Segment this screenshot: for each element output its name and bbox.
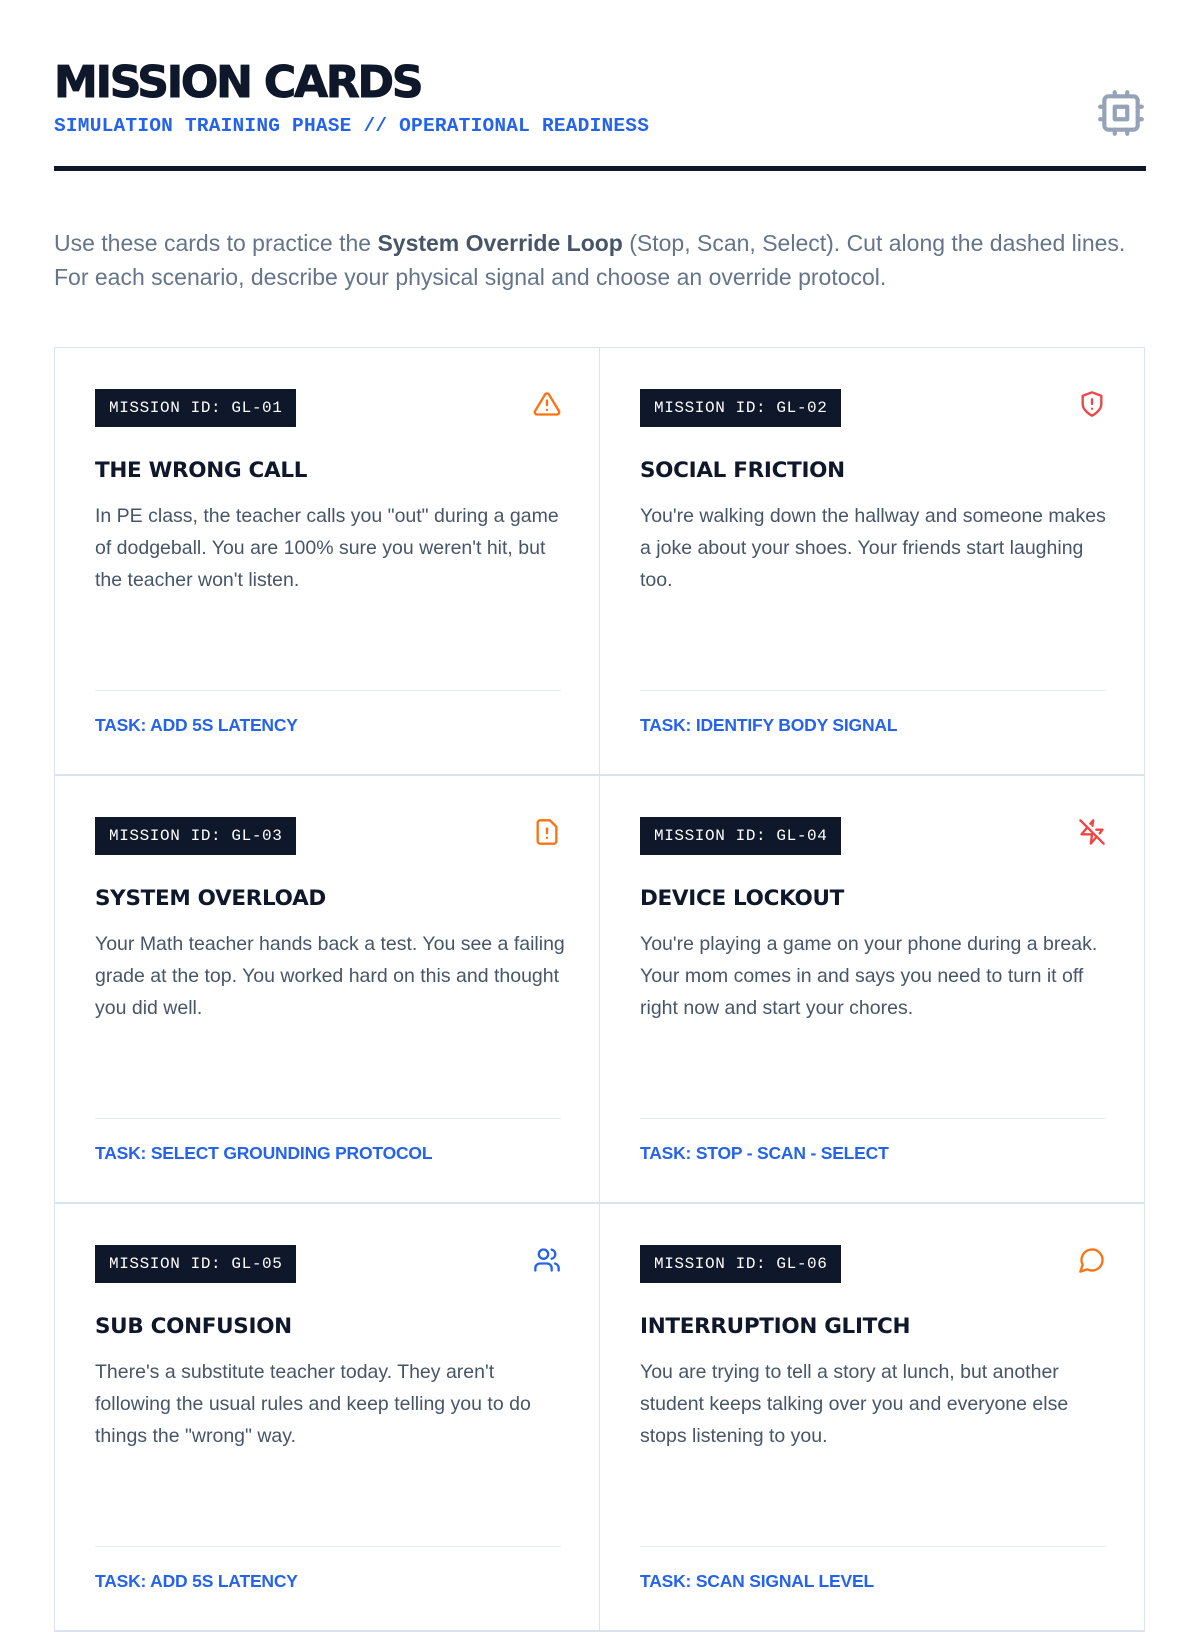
card-divider — [640, 690, 1106, 691]
mission-scenario: There's a substitute teacher today. They aren't following the usual rules and keep telling you to do things the "wrong" way. — [95, 1361, 531, 1447]
mission-scenario: You're walking down the hallway and someone makes a joke about your shoes. Your friends start laughing too. — [640, 505, 1106, 591]
mission-task: TASK: ADD 5S LATENCY — [95, 1571, 298, 1591]
mission-scenario: In PE class, the teacher calls you "out" during a game of dodgeball. You are 100% sure you weren't hit, but the teacher won't listen. — [95, 505, 559, 591]
card-divider — [95, 1546, 561, 1547]
card-divider — [640, 1118, 1106, 1119]
mission-title: SOCIAL FRICTION — [640, 458, 845, 483]
mission-scenario: You are trying to tell a story at lunch, but another student keeps talking over you and everyone else stops listening to you. — [640, 1361, 1069, 1447]
mission-title: INTERRUPTION GLITCH — [640, 1314, 911, 1339]
mission-task: TASK: STOP - SCAN - SELECT — [640, 1143, 889, 1163]
mission-scenario: You're playing a game on your phone during a break. Your mom comes in and says you need to turn it off right now and start your chores. — [640, 933, 1098, 1019]
mission-scenario: Your Math teacher hands back a test. You see a failing grade at the top. You worked hard on this and thought you did well. — [95, 933, 565, 1019]
mission-id-badge: MISSION ID: GL-01 — [95, 389, 296, 427]
message-circle-icon — [1078, 1246, 1106, 1274]
mission-card — [600, 1204, 1145, 1632]
intro-after: (Stop, Scan, Select). Cut along the dashed lines. For each scenario, describe your physical signal and choose an override protocol. — [54, 230, 1126, 290]
mission-id-badge: MISSION ID: GL-03 — [95, 817, 296, 855]
card-divider — [95, 690, 561, 691]
mission-card — [600, 348, 1145, 776]
header — [54, 0, 1146, 176]
mission-id-badge: MISSION ID: GL-04 — [640, 817, 841, 855]
mission-id-badge: MISSION ID: GL-05 — [95, 1245, 296, 1283]
page-subtitle: SIMULATION TRAINING PHASE // OPERATIONAL READINESS — [54, 115, 650, 137]
card-divider — [95, 1118, 561, 1119]
mission-title: DEVICE LOCKOUT — [640, 886, 845, 911]
mission-title: THE WRONG CALL — [95, 458, 308, 483]
mission-card — [55, 1204, 600, 1632]
intro-bold: System Override Loop — [377, 230, 623, 256]
mission-title: SYSTEM OVERLOAD — [95, 886, 326, 911]
mission-task: TASK: SCAN SIGNAL LEVEL — [640, 1571, 874, 1591]
mission-task: TASK: SELECT GROUNDING PROTOCOL — [95, 1143, 433, 1163]
warning-triangle-icon — [533, 390, 561, 418]
intro-before: Use these cards to practice the — [54, 230, 378, 256]
page — [54, 0, 1146, 1591]
zap-off-icon — [1078, 818, 1106, 846]
mission-task: TASK: ADD 5S LATENCY — [95, 715, 298, 735]
file-alert-icon — [533, 818, 561, 846]
mission-card — [600, 776, 1145, 1204]
intro-text — [54, 226, 1146, 294]
mission-id-badge: MISSION ID: GL-06 — [640, 1245, 841, 1283]
mission-title: SUB CONFUSION — [95, 1314, 292, 1339]
mission-id-badge: MISSION ID: GL-02 — [640, 389, 841, 427]
header-rule — [54, 166, 1146, 171]
mission-card — [55, 348, 600, 776]
mission-task: TASK: IDENTIFY BODY SIGNAL — [640, 715, 898, 735]
cpu-chip-icon — [1096, 88, 1146, 138]
mission-card-grid — [54, 347, 1145, 1632]
users-icon — [533, 1246, 561, 1274]
shield-alert-icon — [1078, 390, 1106, 418]
page-title: MISSION CARDS — [54, 57, 422, 108]
card-divider — [640, 1546, 1106, 1547]
mission-card — [55, 776, 600, 1204]
